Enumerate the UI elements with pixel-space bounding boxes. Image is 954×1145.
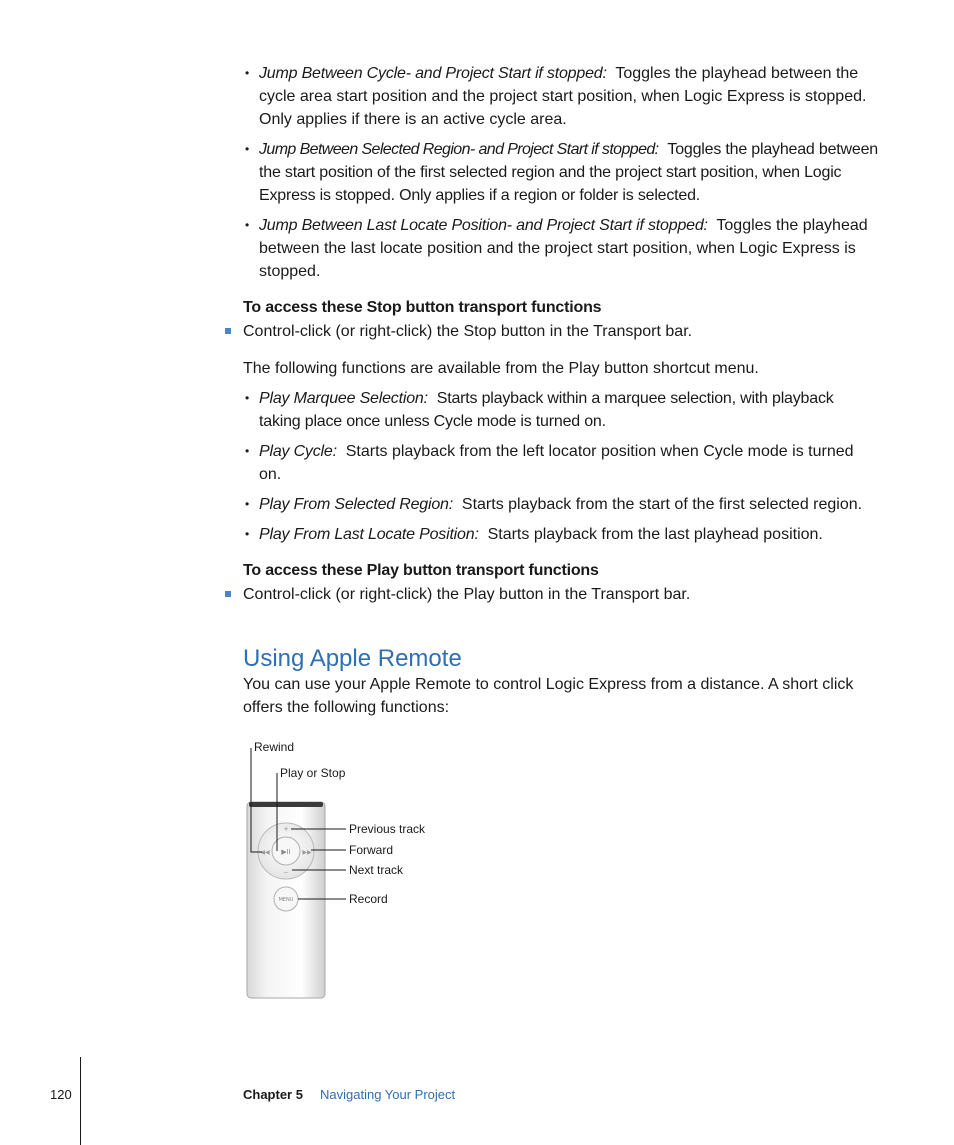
remote-plus-icon: +: [283, 825, 289, 833]
section-intro: You can use your Apple Remote to control Logic Express from a distance. A short click offers the following functions:: [243, 676, 854, 716]
callout-next-track: Next track: [349, 863, 404, 877]
bullet-description: Toggles the playhead between the cycle area start position and the project start position, when Logic Express is stopped. Only applies if there is an active cycle area.: [259, 65, 867, 128]
bullet-term: Play Marquee Selection:: [259, 390, 428, 407]
bullet-marker: •: [245, 444, 250, 458]
stop-procedure-heading: To access these Stop button transport functions: [243, 299, 602, 316]
callout-play-stop: Play or Stop: [280, 766, 346, 780]
remote-forward-icon: ▶▶: [302, 849, 312, 856]
bullet-description: Starts playback from the last playhead position.: [487, 526, 823, 543]
bullet-description: Starts playback within a marquee selection, with playback taking place once unless Cycle mode is turned on.: [259, 390, 834, 430]
play-intro: The following functions are available from the Play button shortcut menu.: [243, 360, 759, 377]
bullet-term: Play From Selected Region:: [259, 496, 454, 513]
remote-menu-label: MENU: [278, 897, 294, 903]
footer-chapter-title: Navigating Your Project: [320, 1087, 456, 1102]
bullet-marker: •: [245, 66, 250, 80]
bullet-description: Starts playback from the left locator position when Cycle mode is turned on.: [259, 443, 854, 483]
callout-forward: Forward: [349, 843, 394, 857]
bullet-marker: •: [245, 527, 250, 541]
play-procedure-heading: To access these Play button transport functions: [243, 562, 599, 579]
callout-previous-track: Previous track: [349, 822, 426, 836]
bullet-description: Starts playback from the start of the first selected region.: [461, 496, 863, 513]
callout-record: Record: [349, 892, 388, 906]
footer-chapter: Chapter 5: [243, 1087, 303, 1102]
page-number: 120: [50, 1087, 72, 1102]
callout-rewind: Rewind: [254, 740, 295, 754]
bullet-marker: •: [245, 218, 250, 232]
section-title: Using Apple Remote: [243, 645, 462, 672]
step-text: Control-click (or right-click) the Play button in the Transport bar.: [243, 586, 691, 603]
bullet-term: Jump Between Selected Region- and Project Start if stopped:: [259, 141, 659, 158]
remote-top-edge: [249, 802, 323, 807]
remote-rewind-icon: ◀◀: [260, 849, 270, 856]
bullet-description: Toggles the playhead between the start position of the first selected region and the project start position, when Logic Express is stopped. Only applies if a region or folder is selected.: [259, 141, 878, 204]
bullet-term: Jump Between Cycle- and Project Start if stopped:: [259, 65, 607, 82]
bullet-marker: •: [245, 142, 250, 156]
bullet-marker: •: [245, 391, 250, 405]
remote-minus-icon: −: [283, 869, 289, 877]
bullet-term: Play From Last Locate Position:: [259, 526, 479, 543]
bullet-marker: •: [245, 497, 250, 511]
bullet-description: Toggles the playhead between the last locate position and the project start position, when Logic Express is stopped.: [259, 217, 868, 280]
footer-rule: [80, 1057, 81, 1145]
step-text: Control-click (or right-click) the Stop button in the Transport bar.: [243, 323, 693, 340]
bullet-term: Play Cycle:: [259, 443, 337, 460]
remote-play-glyph: ▶︎II: [281, 848, 291, 856]
bullet-term: Jump Between Last Locate Position- and Project Start if stopped:: [259, 217, 708, 234]
